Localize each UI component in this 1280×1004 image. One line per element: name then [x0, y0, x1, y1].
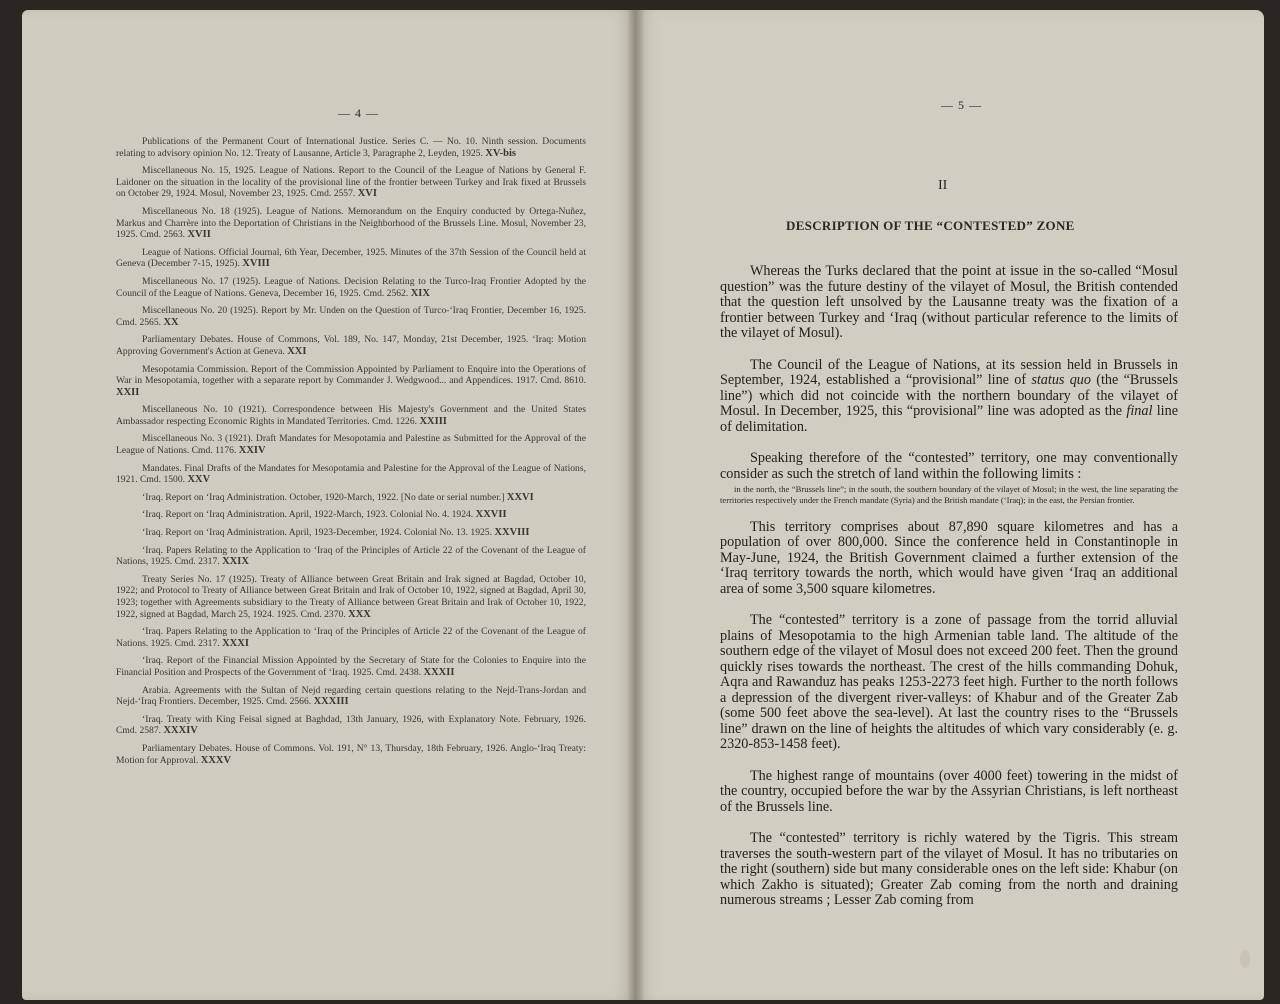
entry-text: Parliamentary Debates. House of Commons. Vol. 191, N° 13, Thursday, 18th February, 1926. Anglo-‘Iraq Treaty: Motion for Approval.	[116, 742, 586, 766]
entry-roman-numeral: XIX	[410, 287, 430, 299]
entry-text: Parliamentary Debates. House of Commons, Vol. 189, No. 147, Monday, 21st December, 1925. ‘Iraq: Motion Approving Government's Action at Geneva.	[116, 334, 586, 357]
bibliography-entry	[116, 655, 586, 678]
entry-text: ‘Iraq. Papers Relating to the Application to ‘Iraq of the Principles of Article 22 of the Covenant of the League of Nations, 1925. Cmd. 2317.	[116, 544, 586, 568]
entry-roman-numeral: XXVI	[506, 491, 534, 503]
entry-roman-numeral: XXX	[348, 608, 371, 620]
entry-roman-numeral: XVIII	[242, 258, 270, 270]
entry-roman-numeral: XXXV	[200, 754, 232, 766]
entry-roman-numeral: XV-bis	[485, 147, 517, 159]
bibliography-entry	[116, 509, 586, 521]
entry-text: Miscellaneous No. 17 (1925). League of Nations. Decision Relating to the Turco-Iraq Frontier Adopted by the Council of the League of Nations. Geneva, December 16, 1925. Cmd. 2562.	[116, 275, 586, 299]
paragraph: Speaking therefore of the “contested” territory, one may conventionally consider as such the stretch of land within the following limits :	[720, 450, 1178, 482]
italic-text: status quo	[1031, 372, 1091, 388]
left-page	[22, 10, 636, 1000]
entry-roman-numeral: XVII	[187, 229, 211, 241]
paragraph: The highest range of mountains (over 4000 feet) towering in the midst of the country, occupied before the war by the Assyrian Christians, is left northeast of the Brussels line.	[720, 767, 1178, 815]
bibliography-entry	[116, 492, 586, 504]
text-run: The Council of the League of Nations, at its session held in Brussels in September, 1924, established a “provisional” line of	[720, 356, 1178, 388]
entry-text: ‘Iraq. Papers Relating to the Application to ‘Iraq of the Principles of Article 22 of the Covenant of the League of Nations. 1925. Cmd. 2317.	[116, 626, 586, 649]
right-page	[636, 10, 1264, 1000]
entry-roman-numeral: XXVII	[475, 509, 507, 521]
entry-roman-numeral: XXIII	[419, 415, 447, 427]
entry-roman-numeral: XXXII	[423, 666, 455, 678]
entry-text: ‘Iraq. Report on ‘Iraq Administration. April, 1922-March, 1923. Colonial No. 4. 1924.	[142, 509, 474, 521]
limits-note: in the north, the “Brussels line”; in the south, the southern boundary of the vilayet of Mosul; in the west, the line separating the territories respectively under the French mandate (Syria) and the British mandate (‘Iraq); in the east, the Persian frontier.	[720, 484, 1178, 505]
entry-text: League of Nations. Official Journal, 6th Year, December, 1925. Minutes of the 37th Session of the Council held at Geneva (December 7-15, 1925).	[116, 246, 586, 270]
body-text	[720, 264, 1178, 925]
entry-roman-numeral: XVI	[357, 188, 377, 200]
entry-text: Miscellaneous No. 10 (1921). Correspondence between His Majesty's Government and the United States Ambassador respecting Economic Rights in Mandated Territories. Cmd. 1226.	[116, 404, 586, 427]
bibliography-entry	[116, 247, 586, 270]
paragraph: The “contested” territory is a zone of passage from the torrid alluvial plains of Mesopotamia to the high Armenian table land. The altitude of the southern edge of the vilayet of Mosul does not exceed 200 feet. Then the ground quickly rises towards the northeast. The crest of the hills commanding Dohuk, Aqra and Rawanduz has peaks 1253-2273 feet high. Further to the north follows a depression of the divergent river-valleys: of Khabur and of the Greater Zab (some 500 feet above the sea-level). At last the country rises to the “Brussels line” drawn on the line of heights the altitudes of which vary considerably (e. g. 2320-853-1458 feet).	[720, 612, 1178, 753]
bibliography-entry	[116, 433, 586, 456]
book-spine	[628, 10, 644, 1000]
bibliography-entry	[116, 463, 586, 486]
entry-text: Publications of the Permanent Court of International Justice. Series C. — No. 10. Ninth session. Documents relating to advisory opinion No. 12. Treaty of Lausanne, Article 3, Paragraphe 2, Leyden, 1925.	[116, 136, 586, 159]
entry-roman-numeral: XXII	[116, 386, 140, 398]
entry-roman-numeral: XX	[163, 316, 179, 328]
entry-roman-numeral: XXVIII	[494, 527, 530, 539]
entry-text: ‘Iraq. Report of the Financial Mission Appointed by the Secretary of State for the Colonies to Enquire into the Financial Position and Prospects of the Government of ‘Iraq. 1925. Cmd. 2438.	[116, 655, 586, 678]
bibliography-entry	[116, 276, 586, 299]
chapter-number: II	[938, 178, 948, 193]
entry-text: ‘Iraq. Treaty with King Feisal signed at Baghdad, 13th January, 1926, with Explanatory Note. February, 1926. Cmd. 2587.	[116, 713, 586, 737]
paper-stain	[1240, 950, 1250, 968]
entry-text: Miscellaneous No. 20 (1925). Report by Mr. Unden on the Question of Turco-‘Iraq Frontier, December 16, 1925. Cmd. 2565.	[116, 305, 586, 328]
bibliography-entry	[116, 743, 586, 766]
bibliography-entry	[116, 626, 586, 649]
entry-text: Miscellaneous No. 18 (1925). League of Nations. Memorandum on the Enquiry conducted by Ortega-Nuñez, Markus and Charrère into the Deportation of Christians in the Neighborhood of the Brussels Line. Mosul, November 23, 1925. Cmd. 2563.	[116, 205, 586, 241]
entry-roman-numeral: XXV	[187, 474, 211, 486]
text-run: (the “Brussels line”) which did not coincide with the northern boundary of the vilayet of Mosul. In December, 1925, this “provisional” line was adopted as the	[720, 372, 1178, 419]
bibliography-entry	[116, 305, 586, 328]
bibliography-entry	[116, 685, 586, 708]
bibliography-entry	[116, 165, 586, 200]
page-number: — 5 —	[941, 98, 982, 112]
bibliography-entry	[116, 364, 586, 399]
bibliography-entry	[116, 136, 586, 159]
entry-roman-numeral: XXI	[287, 345, 307, 357]
bibliography-entry	[116, 404, 586, 427]
paragraph: Whereas the Turks declared that the point at issue in the so-called “Mosul question” was the future destiny of the vilayet of Mosul, the British contended that the question left unsolved by the Lausanne treaty was the fixation of a frontier between Turkey and ‘Iraq (without particular reference to the limits of the vilayet of Mosul).	[720, 263, 1178, 341]
bibliography-entry	[116, 334, 586, 357]
entry-text: Mandates. Final Drafts of the Mandates for Mesopotamia and Palestine for the Approval of the League of Nations, 1921. Cmd. 1500.	[116, 462, 586, 486]
entry-text: ‘Iraq. Report on ‘Iraq Administration. October, 1920-March, 1922. [No date or serial number.]	[142, 491, 505, 503]
entry-text: Mesopotamia Commission. Report of the Commission Appointed by Parliament to Enquire into the Operations of War in Mesopotamia, together with a separate report by Commander J. Wedgwood... and Appendices. 1917. Cmd. 8610.	[116, 363, 586, 387]
paragraph	[720, 358, 1178, 436]
section-title: DESCRIPTION OF THE “CONTESTED” ZONE	[786, 218, 1075, 233]
bibliography-list	[116, 136, 586, 772]
entry-text: Arabia. Agreements with the Sultan of Nejd regarding certain questions relating to the Nejd-Trans-Jordan and Nejd-‘Iraq Frontiers. December, 1925. Cmd. 2566.	[116, 684, 586, 708]
entry-roman-numeral: XXXIII	[313, 696, 349, 708]
bibliography-entry	[116, 206, 586, 241]
paragraph: This territory comprises about 87,890 square kilometres and has a population of over 800,000. Since the conference held in Constantinople in May-June, 1924, the British Government claimed a further extension of the ‘Iraq territory towards the north, which would have given ‘Iraq an additional area of some 3,500 square kilometres.	[720, 518, 1178, 597]
bibliography-entry	[116, 527, 586, 539]
paragraph: The “contested” territory is richly watered by the Tigris. This stream traverses the south-western part of the vilayet of Mosul. It has no tributaries on the right (southern) side but many considerable ones on the left side: Khabur (on which Zakho is situated); Greater Zab coming from the north and draining numerous streams ; Lesser Zab coming from	[720, 830, 1178, 909]
entry-roman-numeral: XXIV	[238, 445, 266, 457]
entry-text: ‘Iraq. Report on ‘Iraq Administration. April, 1923-December, 1924. Colonial No. 13. 1925.	[142, 527, 492, 539]
bibliography-entry	[116, 714, 586, 737]
page-number: — 4 —	[338, 106, 379, 120]
text-run: line of delimitation.	[720, 403, 1178, 435]
entry-text: Miscellaneous No. 15, 1925. League of Nations. Report to the Council of the League of Nations by General F. Laidoner on the situation in the locality of the provisional line of the frontier between Turkey and Irak fixed at Brussels on October 29, 1924. Mosul, November 23, 1925. Cmd. 2557.	[116, 165, 586, 200]
entry-roman-numeral: XXIX	[222, 556, 249, 568]
bibliography-entry	[116, 545, 586, 568]
entry-roman-numeral: XXXI	[222, 637, 249, 649]
bibliography-entry	[116, 574, 586, 620]
entry-roman-numeral: XXXIV	[163, 725, 198, 737]
italic-text: final	[1126, 403, 1153, 419]
entry-text: Miscellaneous No. 3 (1921). Draft Mandates for Mesopotamia and Palestine as Submitted for the Approval of the League of Nations. Cmd. 1176.	[116, 433, 586, 457]
entry-text: Treaty Series No. 17 (1925). Treaty of Alliance between Great Britain and Irak signed at Bagdad, October 10, 1922; and Protocol to Treaty of Alliance between Great Britain and Irak of October 10, 1922, signed at Bagdad, April 30, 1923; together with Agreements subsidiary to the Treaty of Alliance between Great Britain and Irak of October 10, 1922, 1922, signed at Bagdad, March 25, 1924. 1925. Cmd. 2370.	[116, 573, 586, 620]
